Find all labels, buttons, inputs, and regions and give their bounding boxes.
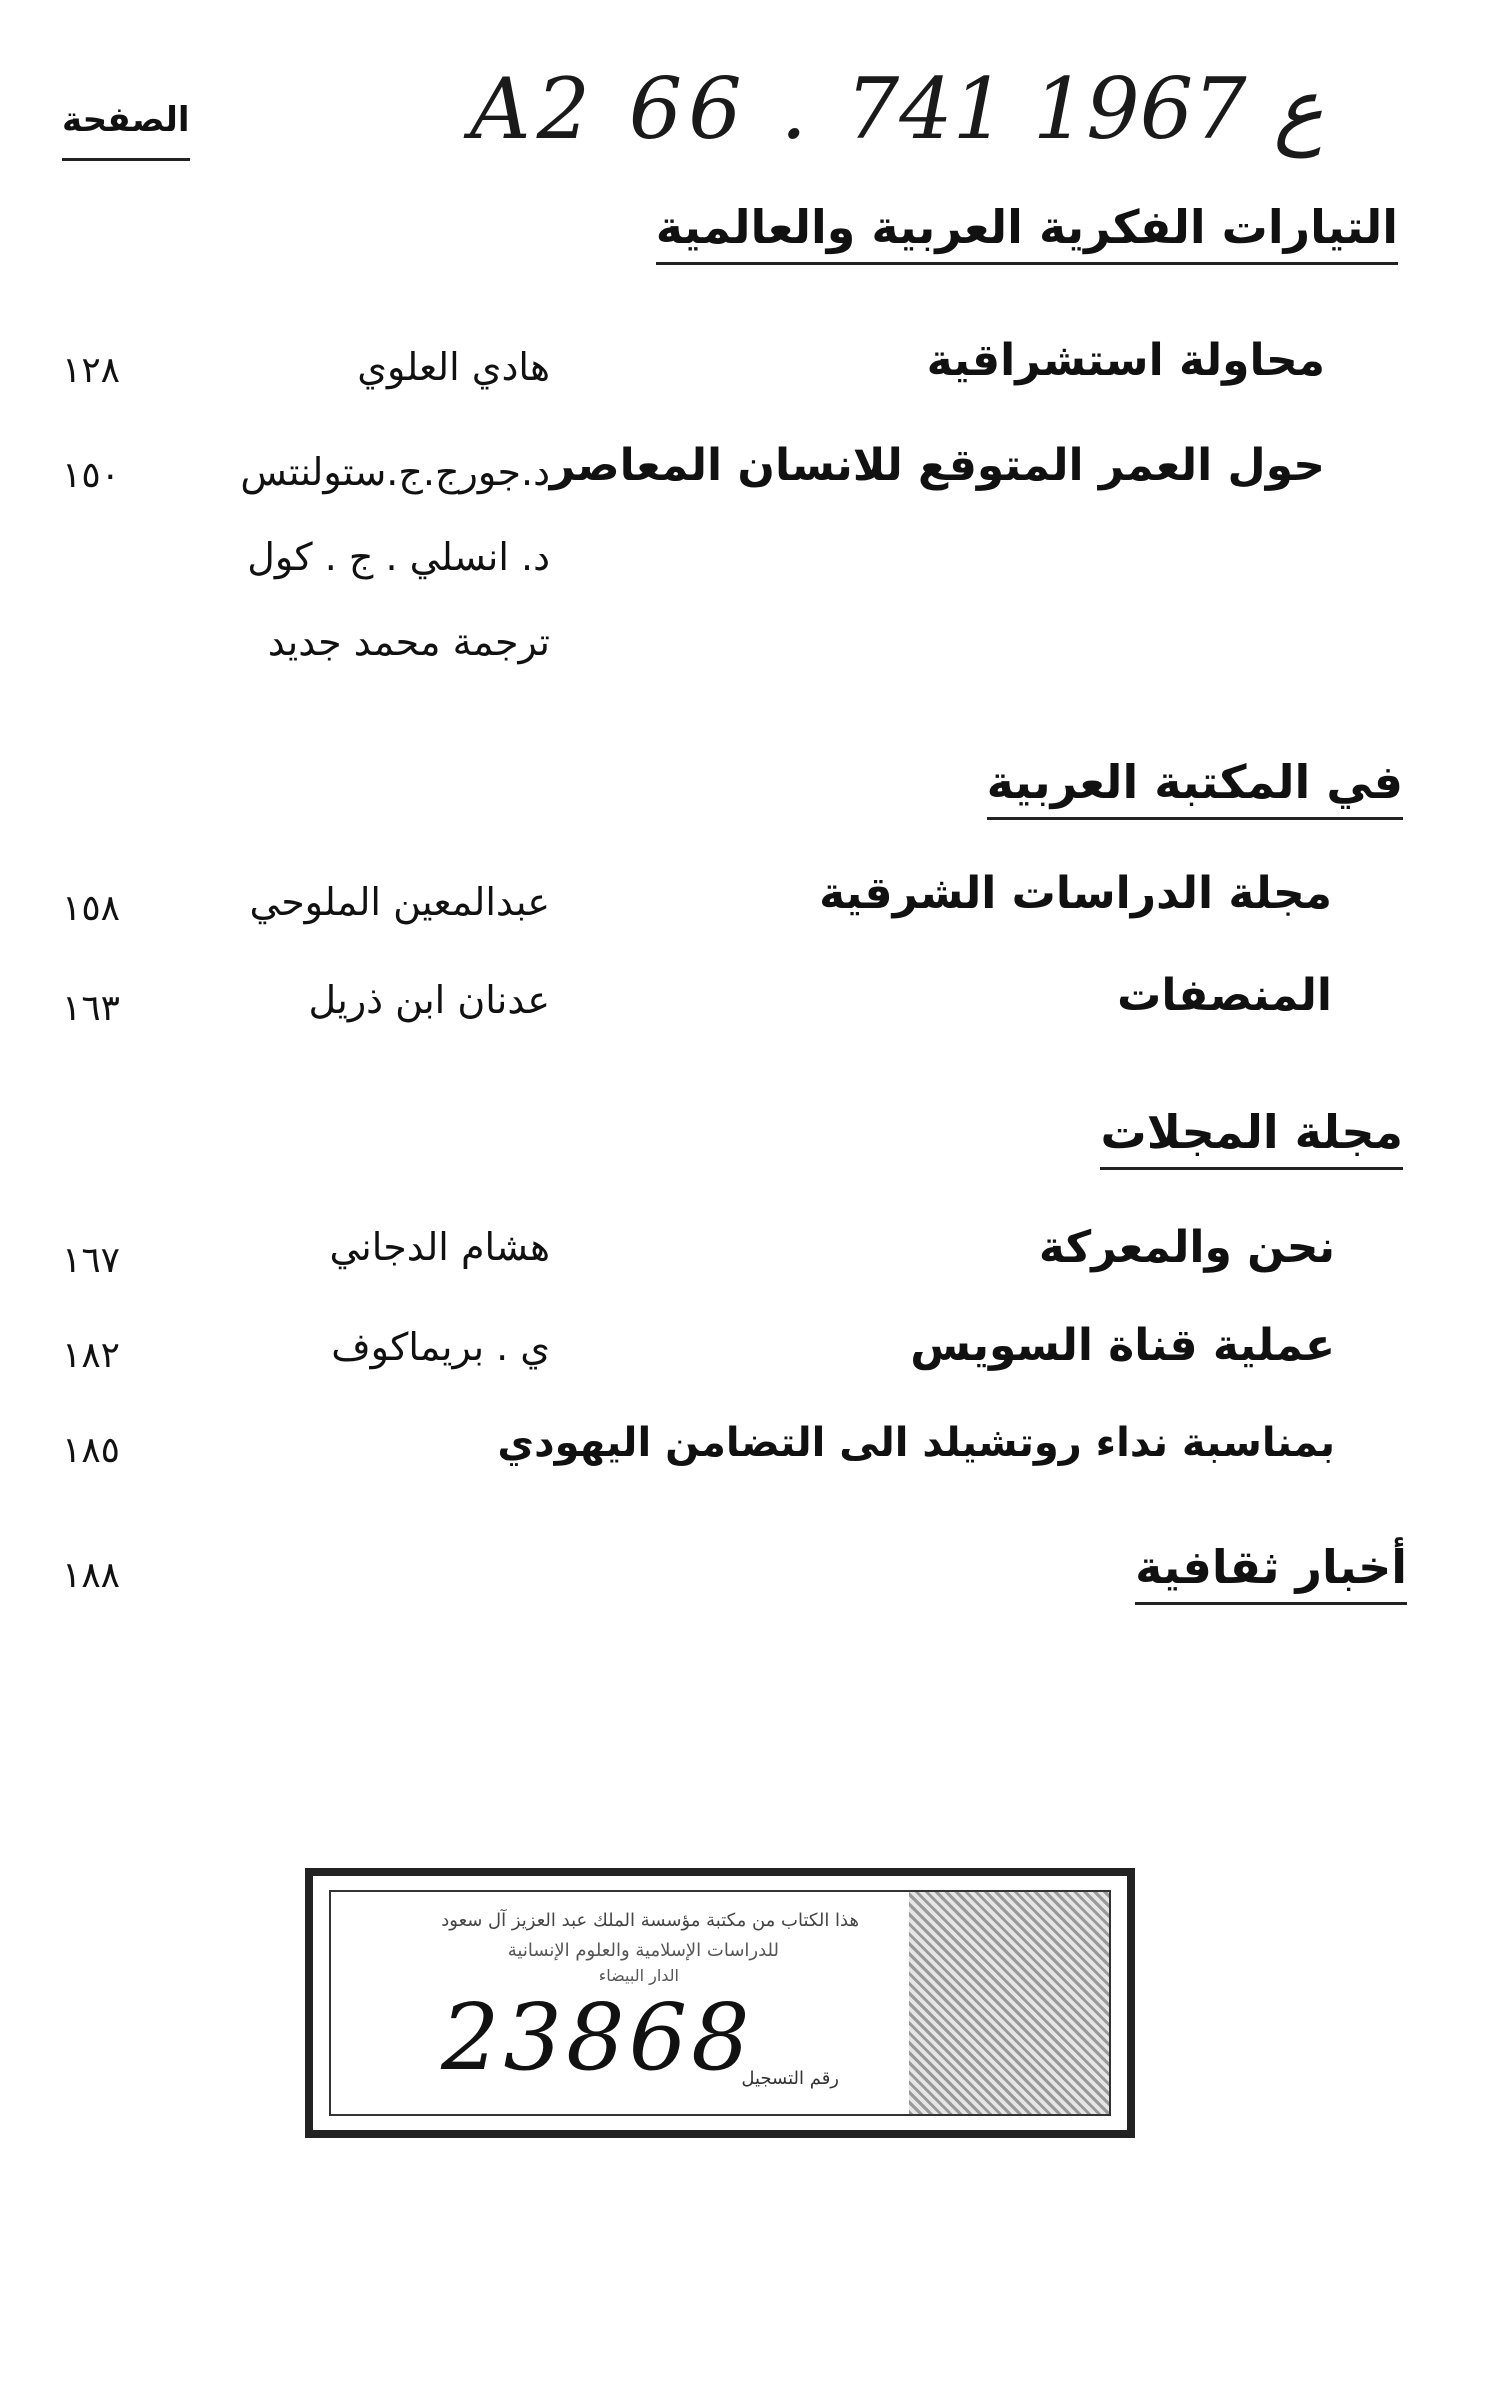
stamp-registration-label: رقم التسجيل (741, 2068, 839, 2089)
entry-author: هشام الدجاني (329, 1225, 550, 1269)
entry-title: مجلة الدراسات الشرقية (819, 868, 1332, 919)
library-stamp (305, 1868, 1135, 2138)
stamp-city-line: الدار البيضاء (598, 1966, 679, 1985)
entry-page-number: ١٥٠ (62, 455, 121, 496)
page-column-label: الصفحة (62, 100, 190, 161)
entry-author: د. انسلي . ج . كول (247, 535, 550, 579)
section-title: أخبار ثقافية (1135, 1540, 1407, 1605)
entry-title: محاولة استشراقية (926, 335, 1325, 386)
handwritten-call-number: A2 66 . ع 1967 741 (470, 60, 1324, 158)
stamp-subtitle-line: للدراسات الإسلامية والعلوم الإنسانية (507, 1940, 779, 1961)
entry-author: عبدالمعين الملوحي (249, 880, 550, 924)
entry-page-number: ١٨٥ (62, 1430, 121, 1471)
entry-author: ي . بريماكوف (331, 1325, 550, 1369)
section-title: في المكتبة العربية (987, 755, 1403, 820)
section-title: التيارات الفكرية العربية والعالمية (656, 200, 1398, 265)
entry-title: بمناسبة نداء روتشيلد الى التضامن اليهودي (497, 1420, 1335, 1466)
entry-author: هادي العلوي (357, 345, 550, 389)
entry-author: عدنان ابن ذريل (308, 978, 550, 1022)
stamp-photo-area (909, 1892, 1109, 2114)
stamp-frame (329, 1890, 1111, 2116)
entry-page-number: ١٨٢ (62, 1335, 121, 1376)
stamp-registration-number: 23868 (441, 1984, 754, 2091)
entry-title: نحن والمعركة (1038, 1222, 1335, 1273)
entry-page-number: ١٦٣ (62, 988, 121, 1029)
entry-page-number: ١٦٧ (62, 1240, 121, 1281)
entry-title: عملية قناة السويس (910, 1320, 1335, 1371)
entry-translator: ترجمة محمد جديد (267, 620, 550, 664)
section-title: مجلة المجلات (1100, 1105, 1403, 1170)
entry-title: حول العمر المتوقع للانسان المعاصر (549, 440, 1325, 491)
entry-title: المنصفات (1117, 970, 1332, 1021)
section-page-number: ١٨٨ (62, 1555, 121, 1596)
entry-page-number: ١٢٨ (62, 350, 121, 391)
stamp-institution-line: هذا الكتاب من مكتبة مؤسسة الملك عبد العزيز آل سعود (441, 1910, 859, 1931)
entry-author: د.جورج.ج.ستولنتس (240, 450, 550, 494)
entry-page-number: ١٥٨ (62, 888, 121, 929)
